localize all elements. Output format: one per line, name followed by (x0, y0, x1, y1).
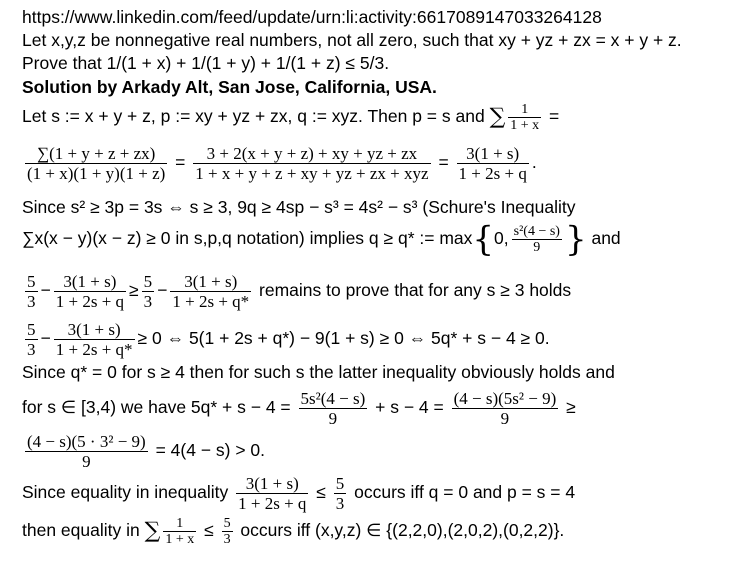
problem-statement-line-2: Prove that 1/(1 + x) + 1/(1 + y) + 1/(1 + z) ≤ 5/3. (22, 53, 390, 73)
line-substitution: Let s := x + y + z, p := xy + yz + zx, q := xyz. Then p = s and ∑ $\frac{1}{1 + x}$ = (22, 102, 560, 133)
case-fraction-1: $\frac{\text{5s²(4 − s)}}{9}$ (300, 389, 366, 428)
qstar-fraction: $\frac{\text{s²(4 − s)}}{9}$ (513, 224, 560, 255)
equivalence-fraction-1: $\frac{5}{3}$ (27, 320, 36, 359)
line-case-s4: Since q* = 0 for s ≥ 4 then for such s the latter inequality obviously holds and (22, 362, 615, 382)
case-fraction-2: $\frac{\text{(4 − s)(5s² − 9)}}{9}$ (453, 389, 557, 428)
line-final-bound: $\frac{\text{(4 − s)(5 · 3² − 9)}}{9}$ = 4(4 − s) > 0. (27, 432, 265, 471)
final-fraction-1: $\frac{1}{1 + x}$ (165, 516, 195, 547)
substitution-text: Let s := x + y + z, p := xy + yz + zx, q := xyz. Then p = s and (22, 106, 490, 127)
sum-fraction: $\frac{1}{1 + x}$ (510, 102, 540, 133)
reduction-fraction-1: $\frac{5}{3}$ (27, 272, 36, 311)
reduction-fraction-2: $\frac{3(1 + s)}{1 + 2s + q}$ (55, 272, 125, 311)
line-equality-condition: Since equality in inequality $\frac{3(1 + s)}{1 + 2s + q}$ ≤ $\frac{5}{3}$ occurs iff q = 0 and p = s = 4 (22, 474, 576, 513)
expansion-fraction-3: $\frac{3(1 + s)}{1 + 2s + q}$ (458, 144, 527, 183)
line-equality-cases: then equality in ∑ $\frac{1}{1 + x}$ ≤ $\frac{5}{3}$ occurs iff (x,y,z) ∈ {(2,2,0),(2,0,2),(0,2,2)}. (22, 516, 565, 547)
sum-symbol: ∑ (489, 104, 506, 130)
reduction-fraction-4: $\frac{3(1 + s)}{1 + 2s + q*}$ (172, 272, 250, 311)
reduction-fraction-3: $\frac{5}{3}$ (143, 272, 153, 311)
line-expansion: $\frac{\sum(1 + y + z + zx)}{(1 + x)(1 + y)(1 + z)}$ = $\frac{3 + 2(x + y + z) + xy + yz + zx}{\text{1 + x + y + z + xy + yz + zx + xyz}}$ = $\frac{3(1 + s)}{1 + 2s + q}$ . (27, 144, 537, 183)
problem-statement-line-1: Let x,y,z be nonnegative real numbers, not all zero, such that xy + yz + zx = x + y + z. (22, 30, 682, 50)
line-equivalence: $\frac{5}{3}$ − $\frac{3(1 + s)}{1 + 2s + q*}$ ≥ 0 ⇔ 5(1 + 2s + q*) − 9(1 + s) ≥ 0 ⇔ 5q* + s − 4 ≥ 0. (27, 320, 550, 359)
line-case-s34: for s ∈ [3,4) we have 5q* + s − 4 = $\frac{\text{5s²(4 − s)}}{9}$ + s − 4 = $\frac{\text{(4 − s)(5s² − 9)}}{9}$ ≥ (22, 389, 576, 428)
equality-fraction-2: $\frac{5}{3}$ (335, 474, 345, 513)
equivalence-fraction-2: $\frac{3(1 + s)}{1 + 2s + q*}$ (55, 320, 133, 359)
equality-fraction-1: $\frac{3(1 + s)}{1 + 2s + q}$ (238, 474, 307, 513)
line-qstar: ∑x(x − y)(x − z) ≥ 0 in s,p,q notation) implies q ≥ q* := max{0, $\frac{\text{s²(4 − s)}}{9}$ } and (22, 219, 621, 260)
line-schur: Since s² ≥ 3p = 3s ⇔ s ≥ 3, 9q ≥ 4sp − s³ = 4s² − s³ (Schure's Inequality (22, 197, 576, 217)
expansion-fraction-2: $\frac{3 + 2(x + y + z) + xy + yz + zx}{\text{1 + x + y + z + xy + yz + zx + xyz}}$ (195, 144, 429, 183)
sum-symbol-2: ∑ (144, 518, 161, 544)
source-url[interactable]: https://www.linkedin.com/feed/update/urn:li:activity:6617089147033264128 (22, 7, 602, 27)
final-fraction-2: $\frac{5}{3}$ (223, 516, 231, 547)
expansion-fraction-1: $\frac{\sum(1 + y + z + zx)}{(1 + x)(1 + y)(1 + z)}$ (27, 144, 166, 183)
solution-header: Solution by Arkady Alt, San Jose, California, USA. (22, 77, 437, 97)
line-reduction: $\frac{5}{3}$ − $\frac{3(1 + s)}{1 + 2s + q}$ ≥ $\frac{5}{3}$ − $\frac{3(1 + s)}{1 + 2s + q*}$ remains to prove that for any s ≥ 3 holds (27, 272, 572, 311)
bound-fraction: $\frac{\text{(4 − s)(5 · 3² − 9)}}{9}$ (27, 432, 146, 471)
